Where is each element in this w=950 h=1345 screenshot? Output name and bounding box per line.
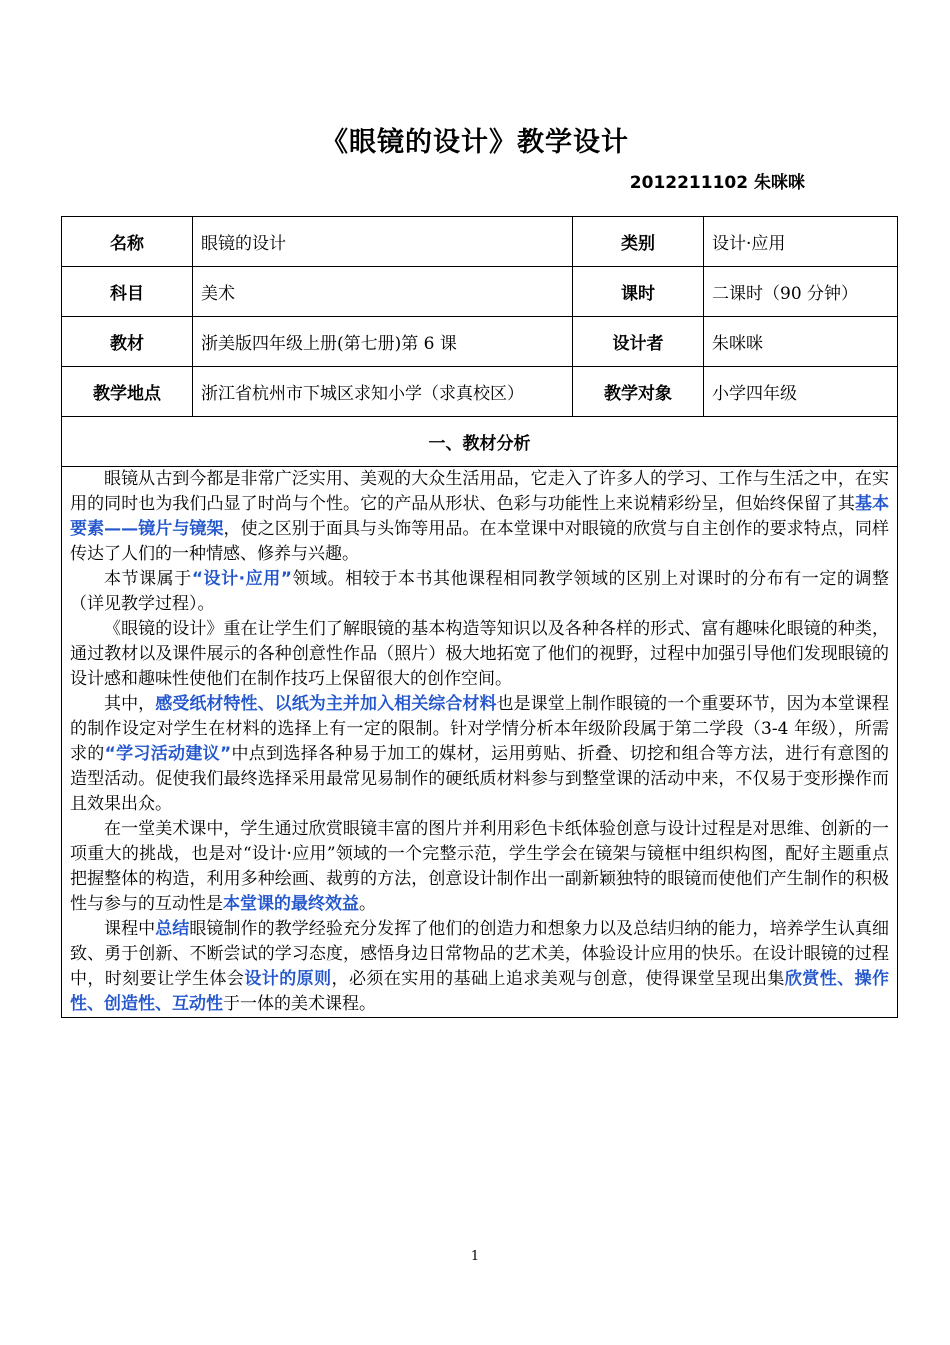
value-category: 设计·应用 bbox=[704, 217, 898, 267]
paragraph-list bbox=[70, 467, 889, 1017]
section-heading-row bbox=[62, 417, 898, 467]
highlighted-text: 总结 bbox=[155, 919, 190, 939]
value-designer: 朱咪咪 bbox=[704, 317, 898, 367]
paragraph-text: 在一堂美术课中，学生通过欣赏眼镜丰富的图片并利用彩色卡纸体验创意与设计过程是对思维、创新的一项重大的挑战，也是对“设计·应用”领域的一个完整示范，学生学会在镜架与镜框中组织构图，配好主题重点把握整体的构造，利用多种绘画、裁剪的方法，创意设计制作出一副新颖独特的眼镜而使他们产生制作的积极性与参与的互动性是 bbox=[70, 819, 889, 914]
paragraph bbox=[70, 692, 889, 817]
label-designer: 设计者 bbox=[573, 317, 704, 367]
label-category: 类别 bbox=[573, 217, 704, 267]
paragraph-text: 眼镜从古到今都是非常广泛实用、美观的大众生活用品，它走入了许多人的学习、工作与生活之中，在实用的同时也为我们凸显了时尚与个性。它的产品从形状、色彩与功能性上来说精彩纷呈，但始终保留了其 bbox=[70, 469, 889, 514]
value-subject: 美术 bbox=[193, 267, 573, 317]
paragraph-text: 本节课属于 bbox=[104, 569, 192, 589]
label-audience: 教学对象 bbox=[573, 367, 704, 417]
paragraph-text: ，使之区别于面具与头饰等用品。在本堂课中对眼镜的欣赏与自主创作的要求特点，同样传达了人们的一种情感、修养与兴趣。 bbox=[70, 519, 890, 564]
highlighted-text: 设计的原则 bbox=[244, 969, 332, 989]
section-heading: 一、教材分析 bbox=[62, 417, 898, 467]
info-row-location bbox=[62, 367, 898, 417]
info-row-subject bbox=[62, 267, 898, 317]
section-content-row bbox=[62, 467, 898, 1018]
label-name: 名称 bbox=[62, 217, 193, 267]
label-class-hours: 课时 bbox=[573, 267, 704, 317]
info-row-name bbox=[62, 217, 898, 267]
paragraph bbox=[70, 567, 889, 617]
paragraph-text: 。 bbox=[359, 894, 376, 914]
paragraph-text: 其中， bbox=[104, 694, 156, 714]
value-name: 眼镜的设计 bbox=[193, 217, 573, 267]
paragraph-text: 《眼镜的设计》重在让学生们了解眼镜的基本构造等知识以及各种各样的形式、富有趣味化眼镜的种类，通过教材以及课件展示的各种创意性作品（照片）极大地拓宽了他们的视野，过程中加强引导他们发现眼镜的设计感和趣味性使他们在制作技巧上保留很大的创作空间。 bbox=[70, 619, 889, 689]
lesson-info-table bbox=[61, 216, 898, 1018]
paragraph bbox=[70, 617, 889, 692]
highlighted-text: “设计·应用” bbox=[191, 569, 292, 589]
label-textbook: 教材 bbox=[62, 317, 193, 367]
document-title: 《眼镜的设计》教学设计 bbox=[321, 127, 629, 158]
paragraph-text: 于一体的美术课程。 bbox=[223, 994, 376, 1014]
label-subject: 科目 bbox=[62, 267, 193, 317]
paragraph-text: ，必须在实用的基础上追求美观与创意，使得课堂呈现出集 bbox=[331, 969, 785, 989]
paragraph-text: 课程中 bbox=[104, 919, 156, 939]
highlighted-text: 本堂课的最终效益 bbox=[223, 894, 359, 914]
value-audience: 小学四年级 bbox=[704, 367, 898, 417]
highlighted-text: 欣赏性、操作性、创造性、互动性 bbox=[70, 969, 890, 1014]
paragraph bbox=[70, 817, 889, 917]
highlighted-text: “学习活动建议” bbox=[104, 744, 232, 764]
info-row-textbook bbox=[62, 317, 898, 367]
paragraph bbox=[70, 917, 889, 1017]
paragraph bbox=[70, 467, 889, 567]
section-content bbox=[62, 467, 898, 1018]
highlighted-text: 基本要素——镜片与镜架 bbox=[70, 494, 890, 539]
highlighted-text: 感受纸材特性、以纸为主并加入相关综合材料 bbox=[155, 694, 497, 714]
value-class-hours: 二课时（90 分钟） bbox=[704, 267, 898, 317]
paragraph-text: 也是课堂上制作眼镜的一个重要环节，因为本堂课程的制作设定对学生在材料的选择上有一定的限制。针对学情分析本年级阶段属于第二学段（3-4 年级），所需求的 bbox=[70, 694, 890, 764]
page-number: 1 bbox=[470, 1249, 480, 1264]
label-location: 教学地点 bbox=[62, 367, 193, 417]
paragraph-text: 领域。相较于本书其他课程相同教学领域的区别上对课时的分布有一定的调整（详见教学过程）。 bbox=[70, 569, 890, 614]
paragraph-text: 眼镜制作的教学经验充分发挥了他们的创造力和想象力以及总结归纳的能力，培养学生认真细致、勇于创新、不断尝试的学习态度，感悟身边日常物品的艺术美，体验设计应用的快乐。在设计眼镜的过程中，时刻要让学生体会 bbox=[70, 919, 890, 989]
author-line: 2012211102 朱咪咪 bbox=[629, 173, 805, 193]
paragraph-text: 中点到选择各种易于加工的媒材，运用剪贴、折叠、切挖和组合等方法，进行有意图的造型活动。促使我们最终选择采用最常见易制作的硬纸质材料参与到整堂课的活动中来，不仅易于变形操作而且效果出众。 bbox=[70, 744, 889, 814]
value-textbook: 浙美版四年级上册(第七册)第 6 课 bbox=[193, 317, 573, 367]
value-location: 浙江省杭州市下城区求知小学（求真校区） bbox=[193, 367, 573, 417]
